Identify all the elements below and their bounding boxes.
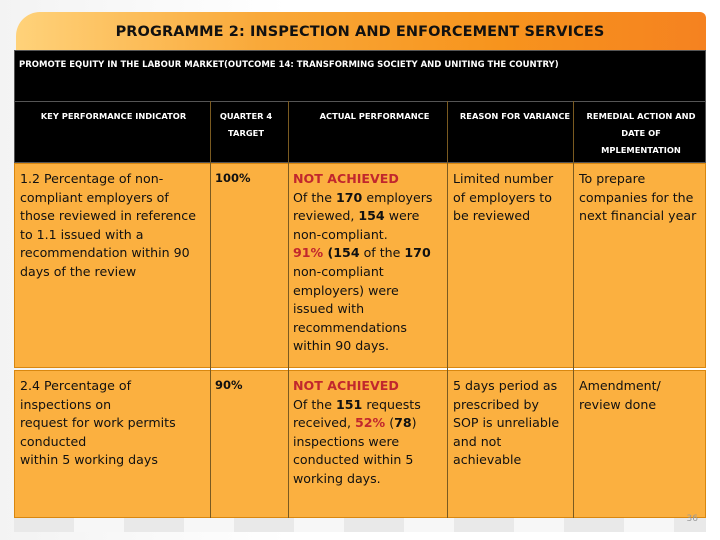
column-divider	[573, 101, 574, 518]
text: Of the	[293, 189, 337, 205]
header-target-line1: QUARTER 4	[219, 111, 273, 121]
remedial-line: To prepare	[579, 171, 646, 186]
reason-line: 5 days period as	[453, 378, 558, 393]
row2-target: 90%	[215, 378, 243, 392]
page-title: PROGRAMME 2: INSPECTION AND ENFORCEMENT SERVICES	[115, 24, 605, 40]
header-remedial-line2: DATE OF	[621, 128, 661, 138]
status-badge: NOT ACHIEVED	[293, 378, 399, 393]
row1-kpi	[20, 170, 210, 282]
text: of the	[359, 245, 405, 261]
reason-line: Limited number	[453, 171, 554, 186]
text: (	[385, 415, 395, 431]
row2-actual	[293, 377, 449, 489]
percent: 52%	[355, 415, 386, 431]
header-remedial-line3: MPLEMENTATION	[601, 145, 681, 155]
reason-line: SOP is unreliable	[453, 415, 560, 431]
header-remedial-line1: REMEDIAL ACTION AND	[586, 111, 696, 121]
text: reviewed,	[293, 208, 359, 224]
header-reason: REASON FOR VARIANCE	[459, 111, 571, 121]
kpi-line: recommendation within 90	[20, 245, 190, 261]
row1-target: 100%	[215, 171, 251, 185]
actual-line	[293, 414, 449, 433]
footer-decoration	[14, 518, 706, 532]
programme-band: PROMOTE EQUITY IN THE LABOUR MARKET(OUTCOME 14: TRANSFORMING SOCIETY AND UNITING THE COUNTRY)	[14, 50, 706, 102]
text: employers	[362, 189, 433, 205]
num: 154	[358, 208, 385, 224]
column-divider	[447, 101, 448, 518]
kpi-line: days of the review	[20, 263, 137, 279]
actual-line: non-compliant	[293, 263, 384, 279]
actual-line: working days.	[293, 470, 381, 486]
table-row	[14, 370, 706, 518]
text: were	[384, 208, 420, 224]
actual-line: within 90 days.	[293, 338, 389, 354]
kpi-line: conducted	[20, 433, 87, 449]
kpi-line: compliant employers of	[20, 189, 169, 205]
row2-remedial	[579, 377, 705, 414]
remedial-line: review done	[579, 396, 657, 412]
header-kpi: KEY PERFORMANCE INDICATOR	[40, 111, 187, 121]
kpi-line: inspections on	[20, 396, 112, 412]
num: 151	[336, 396, 363, 412]
actual-line	[293, 207, 449, 226]
actual-line: conducted within 5	[293, 452, 414, 468]
column-divider	[288, 101, 289, 518]
row2-reason	[453, 377, 578, 470]
row1-actual	[293, 170, 449, 356]
num: 170	[336, 189, 363, 205]
kpi-line: 1.2 Percentage of non-	[20, 171, 164, 186]
reason-line: achievable	[453, 452, 522, 468]
actual-line: recommendations	[293, 319, 407, 335]
text: requests	[362, 396, 421, 412]
table-header-row	[14, 101, 706, 163]
row1-reason	[453, 170, 578, 226]
header-target	[211, 108, 281, 142]
column-divider	[210, 101, 211, 518]
reason-line: of employers to	[453, 189, 552, 205]
header-actual: ACTUAL PERFORMANCE	[319, 111, 430, 121]
num: 78	[394, 415, 412, 431]
kpi-line: those reviewed in reference	[20, 208, 196, 224]
status-badge: NOT ACHIEVED	[293, 171, 399, 186]
remedial-line: Amendment/	[579, 378, 661, 393]
table-row	[14, 163, 706, 368]
actual-line: issued with	[293, 301, 365, 317]
kpi-line: to 1.1 issued with a	[20, 226, 144, 242]
actual-line	[293, 189, 449, 208]
kpi-line: within 5 working days	[20, 452, 158, 468]
num: 170	[404, 245, 431, 261]
kpi-line: request for work permits	[20, 415, 176, 431]
kpi-line: 2.4 Percentage of	[20, 378, 132, 393]
actual-line: non-compliant.	[293, 226, 388, 242]
actual-line	[293, 396, 449, 415]
percent: 91%	[293, 245, 324, 261]
row1-remedial	[579, 170, 705, 226]
text: Of the	[293, 396, 337, 412]
actual-line: inspections were	[293, 433, 400, 449]
remedial-line: next financial year	[579, 208, 697, 224]
actual-line: employers) were	[293, 282, 399, 298]
header-remedial	[577, 108, 705, 159]
text: received,	[293, 415, 356, 431]
num: (154	[323, 245, 360, 261]
header-target-line2: TARGET	[228, 128, 264, 138]
row2-kpi	[20, 377, 210, 470]
reason-line: and not	[453, 433, 502, 449]
actual-line	[293, 244, 449, 263]
page-number: 36	[686, 514, 698, 524]
reason-line: prescribed by	[453, 396, 539, 412]
reason-line: be reviewed	[453, 208, 531, 224]
text: )	[411, 415, 417, 431]
remedial-line: companies for the	[579, 189, 694, 205]
